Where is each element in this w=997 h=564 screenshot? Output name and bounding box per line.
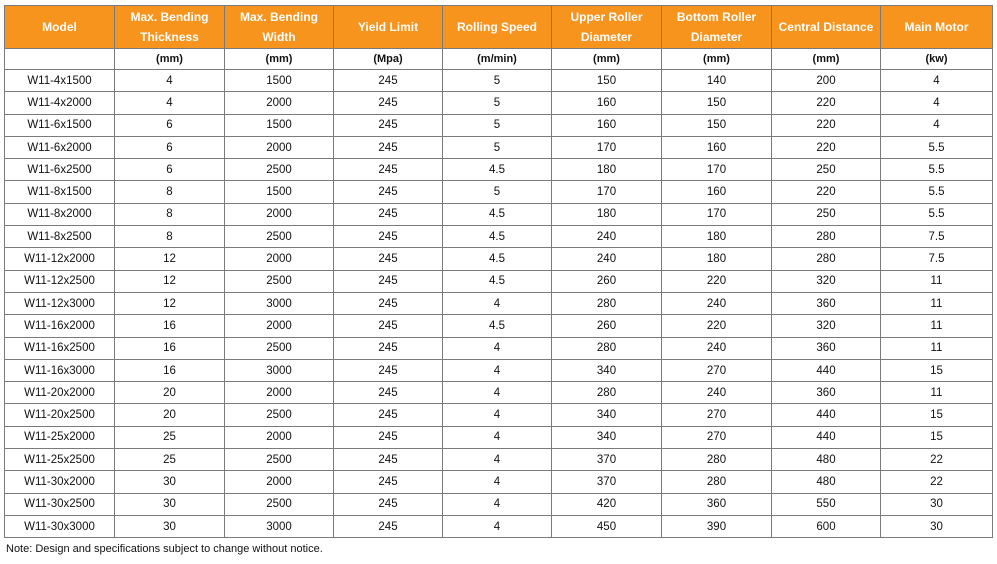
table-cell: 280 bbox=[552, 292, 662, 314]
table-cell: 22 bbox=[881, 471, 993, 493]
table-cell: 4 bbox=[443, 449, 552, 471]
unit-cell: (m/min) bbox=[443, 49, 552, 70]
table-cell: 3000 bbox=[225, 515, 334, 537]
table-cell: 160 bbox=[552, 92, 662, 114]
header-cell: Yield Limit bbox=[334, 6, 443, 49]
table-row bbox=[5, 515, 993, 537]
table-cell: 2500 bbox=[225, 226, 334, 248]
table-cell: 245 bbox=[334, 292, 443, 314]
table-cell: 5.5 bbox=[881, 203, 993, 225]
table-cell: 1500 bbox=[225, 181, 334, 203]
table-row bbox=[5, 248, 993, 270]
table-cell: 8 bbox=[115, 226, 225, 248]
table-cell: 200 bbox=[772, 70, 881, 92]
table-cell: 180 bbox=[662, 248, 772, 270]
table-cell: 5 bbox=[443, 114, 552, 136]
table-cell: 160 bbox=[552, 114, 662, 136]
model-cell: W11-30x2000 bbox=[5, 471, 115, 493]
table-cell: 170 bbox=[552, 136, 662, 158]
table-row bbox=[5, 359, 993, 381]
table-cell: 245 bbox=[334, 248, 443, 270]
table-cell: 245 bbox=[334, 449, 443, 471]
table-row bbox=[5, 136, 993, 158]
table-cell: 2500 bbox=[225, 404, 334, 426]
table-cell: 245 bbox=[334, 315, 443, 337]
table-cell: 320 bbox=[772, 270, 881, 292]
table-cell: 8 bbox=[115, 203, 225, 225]
model-cell: W11-8x2500 bbox=[5, 226, 115, 248]
table-cell: 340 bbox=[552, 426, 662, 448]
unit-cell: (mm) bbox=[772, 49, 881, 70]
table-row bbox=[5, 426, 993, 448]
table-cell: 30 bbox=[115, 471, 225, 493]
table-cell: 4.5 bbox=[443, 226, 552, 248]
model-cell: W11-4x2000 bbox=[5, 92, 115, 114]
table-cell: 245 bbox=[334, 515, 443, 537]
table-cell: 280 bbox=[772, 226, 881, 248]
table-cell: 4 bbox=[443, 382, 552, 404]
table-cell: 245 bbox=[334, 92, 443, 114]
table-cell: 170 bbox=[552, 181, 662, 203]
table-cell: 2000 bbox=[225, 248, 334, 270]
table-row bbox=[5, 226, 993, 248]
table-row bbox=[5, 404, 993, 426]
table-cell: 240 bbox=[552, 248, 662, 270]
table-cell: 150 bbox=[552, 70, 662, 92]
table-cell: 5 bbox=[443, 136, 552, 158]
table-cell: 245 bbox=[334, 426, 443, 448]
table-cell: 7.5 bbox=[881, 248, 993, 270]
table-cell: 240 bbox=[662, 292, 772, 314]
model-cell: W11-6x2000 bbox=[5, 136, 115, 158]
table-cell: 25 bbox=[115, 426, 225, 448]
table-cell: 245 bbox=[334, 114, 443, 136]
table-cell: 245 bbox=[334, 181, 443, 203]
table-cell: 270 bbox=[662, 359, 772, 381]
table-cell: 20 bbox=[115, 382, 225, 404]
table-row bbox=[5, 114, 993, 136]
table-cell: 245 bbox=[334, 337, 443, 359]
table-cell: 6 bbox=[115, 159, 225, 181]
table-cell: 2000 bbox=[225, 136, 334, 158]
model-cell: W11-12x2000 bbox=[5, 248, 115, 270]
table-row bbox=[5, 449, 993, 471]
table-cell: 2000 bbox=[225, 471, 334, 493]
table-cell: 5 bbox=[443, 92, 552, 114]
table-cell: 4.5 bbox=[443, 315, 552, 337]
unit-cell: (mm) bbox=[115, 49, 225, 70]
table-cell: 4 bbox=[443, 292, 552, 314]
table-cell: 2500 bbox=[225, 449, 334, 471]
model-cell: W11-30x2500 bbox=[5, 493, 115, 515]
table-cell: 1500 bbox=[225, 70, 334, 92]
table-cell: 160 bbox=[662, 136, 772, 158]
table-cell: 150 bbox=[662, 92, 772, 114]
header-cell: Model bbox=[5, 6, 115, 49]
table-cell: 245 bbox=[334, 226, 443, 248]
table-cell: 170 bbox=[662, 159, 772, 181]
table-cell: 4 bbox=[881, 114, 993, 136]
table-cell: 4 bbox=[115, 70, 225, 92]
table-cell: 2500 bbox=[225, 159, 334, 181]
table-cell: 360 bbox=[772, 382, 881, 404]
table-cell: 245 bbox=[334, 270, 443, 292]
table-cell: 5 bbox=[443, 70, 552, 92]
table-cell: 180 bbox=[552, 159, 662, 181]
table-cell: 6 bbox=[115, 136, 225, 158]
unit-cell: (kw) bbox=[881, 49, 993, 70]
table-cell: 245 bbox=[334, 359, 443, 381]
table-cell: 600 bbox=[772, 515, 881, 537]
table-cell: 4 bbox=[881, 92, 993, 114]
table-cell: 11 bbox=[881, 315, 993, 337]
table-cell: 245 bbox=[334, 136, 443, 158]
table-cell: 280 bbox=[772, 248, 881, 270]
table-cell: 2000 bbox=[225, 382, 334, 404]
table-cell: 280 bbox=[552, 382, 662, 404]
table-cell: 420 bbox=[552, 493, 662, 515]
table-row bbox=[5, 270, 993, 292]
table-row bbox=[5, 315, 993, 337]
table-cell: 450 bbox=[552, 515, 662, 537]
table-cell: 280 bbox=[662, 471, 772, 493]
table-cell: 220 bbox=[662, 315, 772, 337]
table-cell: 170 bbox=[662, 203, 772, 225]
table-row bbox=[5, 159, 993, 181]
table-cell: 30 bbox=[115, 493, 225, 515]
table-cell: 2000 bbox=[225, 92, 334, 114]
unit-cell: (Mpa) bbox=[334, 49, 443, 70]
table-cell: 245 bbox=[334, 404, 443, 426]
table-cell: 4 bbox=[881, 70, 993, 92]
header-cell: Bottom Roller Diameter bbox=[662, 6, 772, 49]
unit-cell bbox=[5, 49, 115, 70]
table-cell: 550 bbox=[772, 493, 881, 515]
header-cell: Rolling Speed bbox=[443, 6, 552, 49]
model-cell: W11-8x1500 bbox=[5, 181, 115, 203]
table-cell: 11 bbox=[881, 382, 993, 404]
table-cell: 12 bbox=[115, 292, 225, 314]
table-cell: 260 bbox=[552, 315, 662, 337]
table-cell: 240 bbox=[552, 226, 662, 248]
model-cell: W11-6x1500 bbox=[5, 114, 115, 136]
table-cell: 140 bbox=[662, 70, 772, 92]
table-row bbox=[5, 292, 993, 314]
model-cell: W11-20x2500 bbox=[5, 404, 115, 426]
table-cell: 7.5 bbox=[881, 226, 993, 248]
table-cell: 30 bbox=[881, 493, 993, 515]
table-cell: 220 bbox=[772, 136, 881, 158]
table-cell: 240 bbox=[662, 337, 772, 359]
model-cell: W11-30x3000 bbox=[5, 515, 115, 537]
table-cell: 180 bbox=[552, 203, 662, 225]
table-cell: 160 bbox=[662, 181, 772, 203]
header-cell: Max. Bending Width bbox=[225, 6, 334, 49]
table-cell: 250 bbox=[772, 203, 881, 225]
table-cell: 440 bbox=[772, 426, 881, 448]
table-cell: 370 bbox=[552, 449, 662, 471]
table-cell: 245 bbox=[334, 70, 443, 92]
footnote: Note: Design and specifications subject to change without notice. bbox=[6, 543, 323, 555]
header-row bbox=[5, 6, 993, 49]
table-cell: 245 bbox=[334, 382, 443, 404]
table-row bbox=[5, 70, 993, 92]
model-cell: W11-16x2000 bbox=[5, 315, 115, 337]
table-cell: 4 bbox=[443, 426, 552, 448]
table-cell: 20 bbox=[115, 404, 225, 426]
table-cell: 5.5 bbox=[881, 181, 993, 203]
model-cell: W11-12x2500 bbox=[5, 270, 115, 292]
table-cell: 220 bbox=[772, 114, 881, 136]
table-cell: 3000 bbox=[225, 359, 334, 381]
table-cell: 2000 bbox=[225, 203, 334, 225]
table-cell: 360 bbox=[772, 337, 881, 359]
table-cell: 280 bbox=[552, 337, 662, 359]
model-cell: W11-20x2000 bbox=[5, 382, 115, 404]
table-cell: 4 bbox=[443, 337, 552, 359]
table-cell: 15 bbox=[881, 359, 993, 381]
table-cell: 360 bbox=[662, 493, 772, 515]
table-row bbox=[5, 203, 993, 225]
table-cell: 30 bbox=[881, 515, 993, 537]
table-cell: 2000 bbox=[225, 315, 334, 337]
table-cell: 390 bbox=[662, 515, 772, 537]
header-cell: Upper Roller Diameter bbox=[552, 6, 662, 49]
table-cell: 6 bbox=[115, 114, 225, 136]
table-cell: 220 bbox=[662, 270, 772, 292]
table-cell: 15 bbox=[881, 426, 993, 448]
table-cell: 440 bbox=[772, 359, 881, 381]
table-cell: 220 bbox=[772, 181, 881, 203]
table-cell: 4 bbox=[443, 471, 552, 493]
table-cell: 4 bbox=[443, 404, 552, 426]
unit-cell: (mm) bbox=[552, 49, 662, 70]
table-cell: 440 bbox=[772, 404, 881, 426]
table-cell: 16 bbox=[115, 315, 225, 337]
table-cell: 220 bbox=[772, 92, 881, 114]
table-row bbox=[5, 471, 993, 493]
table-cell: 5.5 bbox=[881, 136, 993, 158]
table-cell: 245 bbox=[334, 203, 443, 225]
table-cell: 12 bbox=[115, 248, 225, 270]
table-cell: 25 bbox=[115, 449, 225, 471]
table-cell: 11 bbox=[881, 337, 993, 359]
table-cell: 4 bbox=[443, 493, 552, 515]
table-cell: 250 bbox=[772, 159, 881, 181]
table-cell: 260 bbox=[552, 270, 662, 292]
model-cell: W11-12x3000 bbox=[5, 292, 115, 314]
table-cell: 340 bbox=[552, 359, 662, 381]
table-cell: 2500 bbox=[225, 337, 334, 359]
model-cell: W11-16x3000 bbox=[5, 359, 115, 381]
table-body bbox=[5, 70, 993, 538]
table-cell: 11 bbox=[881, 292, 993, 314]
table-cell: 4.5 bbox=[443, 159, 552, 181]
header-cell: Main Motor bbox=[881, 6, 993, 49]
table-row bbox=[5, 181, 993, 203]
table-cell: 15 bbox=[881, 404, 993, 426]
table-cell: 280 bbox=[662, 449, 772, 471]
table-cell: 5.5 bbox=[881, 159, 993, 181]
table-cell: 270 bbox=[662, 426, 772, 448]
table-cell: 150 bbox=[662, 114, 772, 136]
model-cell: W11-4x1500 bbox=[5, 70, 115, 92]
table-cell: 2000 bbox=[225, 426, 334, 448]
table-cell: 22 bbox=[881, 449, 993, 471]
table-cell: 30 bbox=[115, 515, 225, 537]
table-cell: 4 bbox=[443, 515, 552, 537]
model-cell: W11-8x2000 bbox=[5, 203, 115, 225]
table-cell: 340 bbox=[552, 404, 662, 426]
table-cell: 4.5 bbox=[443, 203, 552, 225]
table-cell: 245 bbox=[334, 159, 443, 181]
table-cell: 16 bbox=[115, 337, 225, 359]
header-cell: Max. Bending Thickness bbox=[115, 6, 225, 49]
table-cell: 8 bbox=[115, 181, 225, 203]
model-cell: W11-16x2500 bbox=[5, 337, 115, 359]
table-cell: 5 bbox=[443, 181, 552, 203]
table-cell: 2500 bbox=[225, 493, 334, 515]
table-cell: 4 bbox=[443, 359, 552, 381]
table-cell: 16 bbox=[115, 359, 225, 381]
table-cell: 245 bbox=[334, 493, 443, 515]
header-cell: Central Distance bbox=[772, 6, 881, 49]
table-cell: 4 bbox=[115, 92, 225, 114]
table-cell: 11 bbox=[881, 270, 993, 292]
table-cell: 320 bbox=[772, 315, 881, 337]
table-cell: 4.5 bbox=[443, 270, 552, 292]
unit-cell: (mm) bbox=[225, 49, 334, 70]
model-cell: W11-6x2500 bbox=[5, 159, 115, 181]
table-cell: 2500 bbox=[225, 270, 334, 292]
table-cell: 480 bbox=[772, 449, 881, 471]
table-cell: 370 bbox=[552, 471, 662, 493]
table-cell: 480 bbox=[772, 471, 881, 493]
spec-table bbox=[4, 5, 993, 538]
table-cell: 245 bbox=[334, 471, 443, 493]
table-row bbox=[5, 337, 993, 359]
table-cell: 240 bbox=[662, 382, 772, 404]
table-cell: 180 bbox=[662, 226, 772, 248]
table-row bbox=[5, 92, 993, 114]
table-row bbox=[5, 493, 993, 515]
unit-cell: (mm) bbox=[662, 49, 772, 70]
table-cell: 1500 bbox=[225, 114, 334, 136]
table-cell: 4.5 bbox=[443, 248, 552, 270]
model-cell: W11-25x2500 bbox=[5, 449, 115, 471]
table-cell: 360 bbox=[772, 292, 881, 314]
units-row bbox=[5, 49, 993, 70]
table-cell: 12 bbox=[115, 270, 225, 292]
spec-table-container bbox=[4, 5, 992, 538]
table-cell: 3000 bbox=[225, 292, 334, 314]
model-cell: W11-25x2000 bbox=[5, 426, 115, 448]
table-row bbox=[5, 382, 993, 404]
table-cell: 270 bbox=[662, 404, 772, 426]
